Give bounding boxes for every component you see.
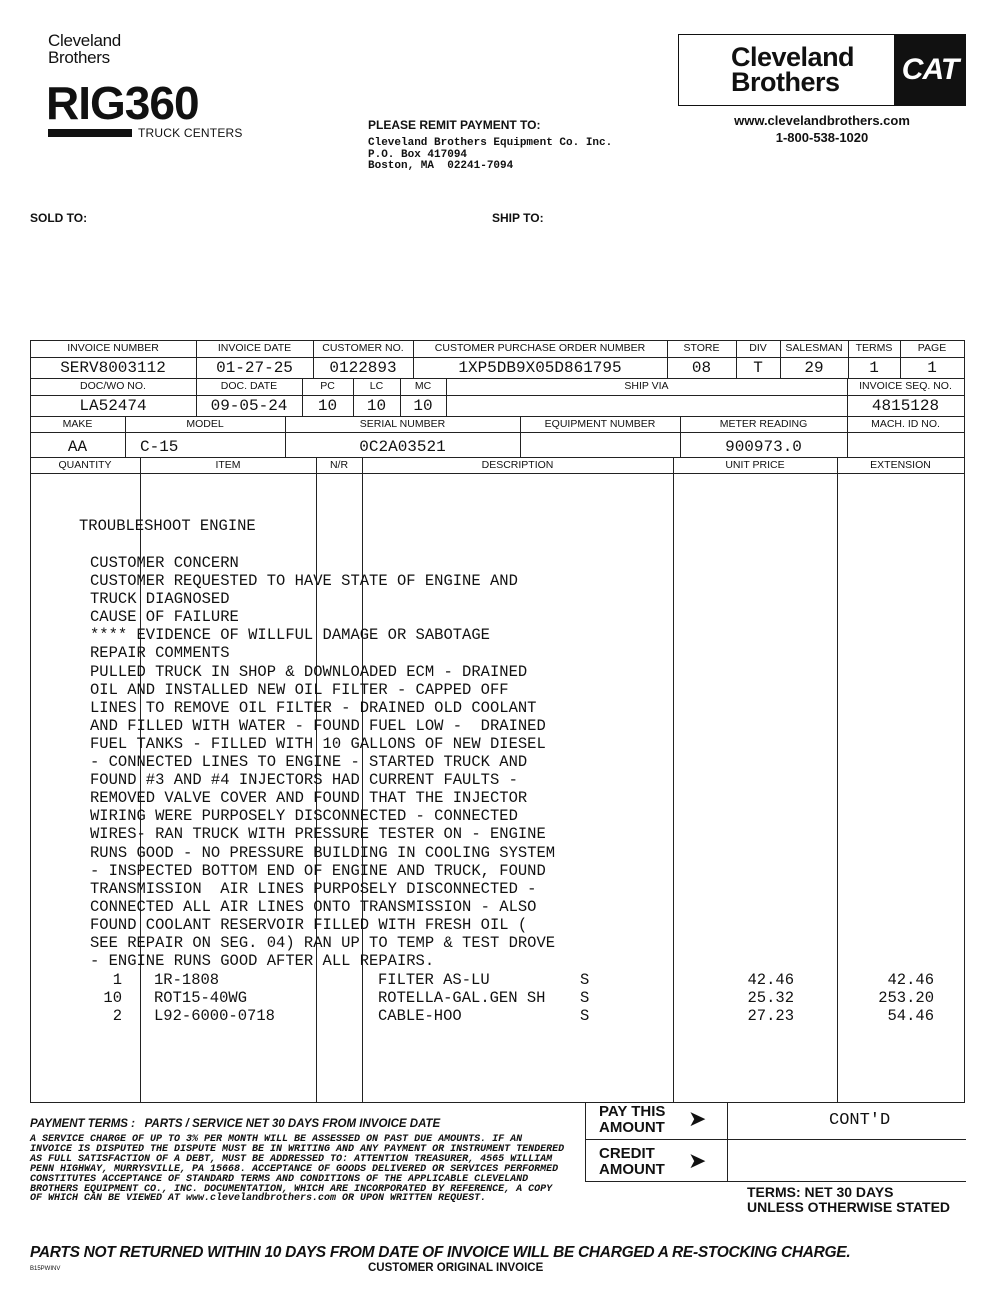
lc-label: LC <box>369 380 384 392</box>
store-label: STORE <box>683 342 720 354</box>
salesman: 29 <box>804 359 824 377</box>
repair-description <box>90 554 555 970</box>
job-title: TROUBLESHOOT ENGINE <box>79 517 256 535</box>
description-line: OIL AND INSTALLED NEW OIL FILTER - CAPPED OFF <box>90 680 509 699</box>
invoice-header-grid <box>30 340 965 474</box>
store: 08 <box>691 359 712 377</box>
invoice-date-label: INVOICE DATE <box>217 342 292 354</box>
div-label: DIV <box>749 342 767 354</box>
make-label: MAKE <box>62 418 93 430</box>
serial-number: 0C2A03521 <box>359 438 446 456</box>
description-line: AND FILLED WITH WATER - FOUND FUEL LOW - DRAINED <box>90 716 546 735</box>
description-line: CONNECTED ALL AIR LINES ONTO TRANSMISSION - ALSO <box>90 897 537 916</box>
serial-label: SERIAL NUMBER <box>359 418 446 430</box>
invoice-number-label: INVOICE NUMBER <box>67 342 159 354</box>
part-ext: 253.20 <box>878 989 934 1008</box>
description-line: TRUCK DIAGNOSED <box>90 590 230 609</box>
remit-line: Cleveland Brothers Equipment Co. Inc. <box>368 137 613 149</box>
part-desc: FILTER AS-LU <box>378 971 490 989</box>
label-line: PAY THIS <box>599 1103 666 1120</box>
customer-no-label: CUSTOMER NO. <box>322 342 404 354</box>
part-unit: 27.23 <box>747 1007 794 1026</box>
part-flag: S <box>580 1007 590 1026</box>
rig360-brand-name <box>48 32 121 66</box>
page-label: PAGE <box>917 342 947 354</box>
part-item: L92-6000-0718 <box>154 1007 275 1026</box>
lc: 10 <box>366 397 387 415</box>
part-flag: S <box>580 989 590 1008</box>
net-line: TERMS: NET 30 DAYS <box>747 1184 894 1200</box>
invoice-seq-label: INVOICE SEQ. NO. <box>859 380 952 392</box>
description-line: - ENGINE RUNS GOOD AFTER ALL REPAIRS. <box>90 952 435 971</box>
mach-id-label: MACH. ID NO. <box>871 418 940 430</box>
label-line: CREDIT <box>599 1145 655 1162</box>
description-line: FUEL TANKS - FILLED WITH 10 GALLONS OF NEW DIESEL <box>90 734 546 753</box>
credit-amount-label <box>599 1146 665 1178</box>
description-line: REMOVED VALVE COVER AND FOUND THAT THE INJECTOR <box>90 789 528 808</box>
description-line: FOUND #3 AND #4 INJECTORS HAD CURRENT FAULTS - <box>90 771 518 790</box>
unit-price-col: UNIT PRICE <box>725 459 785 471</box>
terms: 1 <box>869 359 879 377</box>
quantity-col: QUANTITY <box>58 459 112 471</box>
description-line: REPAIR COMMENTS <box>90 644 230 663</box>
description-line: RUNS GOOD - NO PRESSURE BUILDING IN COOLING SYSTEM <box>90 843 556 862</box>
pay-this-amount-label <box>599 1104 665 1136</box>
label-line: AMOUNT <box>599 1161 665 1178</box>
description-line: PULLED TRUCK IN SHOP & DOWNLOADED ECM - DRAINED <box>90 662 528 681</box>
brand-line: Cleveland <box>48 31 121 50</box>
cleveland-logo-text <box>731 42 855 97</box>
cat-logo: CAT <box>894 34 966 106</box>
invoice-number: SERV8003112 <box>60 359 166 377</box>
part-unit: 42.46 <box>747 971 794 989</box>
remit-line: Boston, MA 02241-7094 <box>368 160 514 172</box>
brand-line: Brothers <box>731 67 840 97</box>
arrow-right-icon: ➤ <box>688 1106 707 1131</box>
part-qty: 1 <box>112 971 122 989</box>
ship-via-label: SHIP VIA <box>624 380 669 392</box>
part-item: ROT15-40WG <box>154 989 248 1008</box>
customer-no: 0122893 <box>329 359 397 377</box>
remit-line: P.O. Box 417094 <box>368 148 468 161</box>
legal-terms: A SERVICE CHARGE OF UP TO 3% PER MONTH WILL BE ASSESSED ON PAST DUE AMOUNTS. IF AN INVOICE IS DISPUTED THE DISPUTE MUST BE IN WRITING AND ANY PAYMENT OR INSTRUMENT TENDERED AS FULL SATISFACTION OF A DEBT, MUST BE ADDRESSED TO: ATTENTION TREASURER, 4565 WILLIAM PENN HIGHWAY, MURRYSVILLE, PA 15668. ACCEPTANCE OF GOODS DELIVERED OR SERVICES PERFORMED CONSTITUTES ACCEPTANCE OF STANDARD TERMS AND CONDITIONS OF THE APPLICABLE CLEVELAND BROTHERS EQUIPMENT CO., INC. DOCUMENTATION, WHICH ARE INCORPORATED BY REFERENCE, A COPY OF WHICH CAN BE VIEWED AT www.clevelandbrothers.com OR UPON WRITTEN REQUEST. <box>30 1134 565 1205</box>
doc-date-label: DOC. DATE <box>220 380 278 392</box>
pc-label: PC <box>320 380 335 392</box>
description-line: FOUND COOLANT RESERVOIR FILLED WITH FRESH OIL ( <box>90 915 528 934</box>
model: C-15 <box>140 438 179 456</box>
extension-col: EXTENSION <box>870 459 931 471</box>
payment-terms: PAYMENT TERMS : PARTS / SERVICE NET 30 DAYS FROM INVOICE DATE <box>30 1118 441 1130</box>
description-line: WIRES- RAN TRUCK WITH PRESSURE TESTER ON - ENGINE <box>90 825 546 844</box>
description-line: **** EVIDENCE OF WILLFUL DAMAGE OR SABOTAGE <box>90 626 490 645</box>
model-label: MODEL <box>186 418 224 430</box>
docwo-number: LA52474 <box>79 397 147 415</box>
page-number: 1 <box>927 359 937 377</box>
part-ext: 42.46 <box>887 971 934 989</box>
nr-col: N/R <box>329 459 349 471</box>
po-label: CUSTOMER PURCHASE ORDER NUMBER <box>434 342 646 354</box>
part-qty: 2 <box>112 1007 122 1026</box>
sold-to-label: SOLD TO: <box>30 211 88 225</box>
net-line: UNLESS OTHERWISE STATED <box>747 1199 951 1215</box>
invoice-seq: 4815128 <box>871 397 940 415</box>
part-ext: 54.46 <box>887 1007 934 1026</box>
description-line: SEE REPAIR ON SEG. 04) RAN UP TO TEMP & TEST DROVE <box>90 933 556 952</box>
brand-line: Brothers <box>48 48 110 67</box>
net-terms <box>747 1185 950 1215</box>
part-qty: 10 <box>103 989 122 1008</box>
meter-reading: 900973.0 <box>725 438 802 456</box>
arrow-right-icon: ➤ <box>688 1148 707 1173</box>
description-line: CUSTOMER REQUESTED TO HAVE STATE OF ENGINE AND <box>90 572 518 591</box>
description-line: TRANSMISSION AIR LINES PURPOSELY DISCONNECTED - <box>90 879 537 898</box>
ship-to-label: SHIP TO: <box>492 211 544 225</box>
salesman-label: SALESMAN <box>785 342 843 354</box>
description-line: CAUSE OF FAILURE <box>90 608 239 627</box>
mc: 10 <box>413 397 433 415</box>
description-line: - CONNECTED LINES TO ENGINE - STARTED TRUCK AND <box>90 753 528 772</box>
invoice-date: 01-27-25 <box>216 359 293 377</box>
part-unit: 25.32 <box>747 989 794 1008</box>
description-line: CUSTOMER CONCERN <box>90 554 239 572</box>
part-flag: S <box>580 971 590 989</box>
description-line: WIRING WERE PURPOSELY DISCONNECTED - CONNECTED <box>90 807 518 826</box>
meter-label: METER READING <box>719 418 808 430</box>
label-line: AMOUNT <box>599 1119 665 1136</box>
div: T <box>753 359 763 377</box>
part-desc: CABLE-HOO <box>378 1007 462 1026</box>
item-col: ITEM <box>215 459 241 471</box>
make: AA <box>67 438 88 456</box>
description-col: DESCRIPTION <box>481 459 554 471</box>
equipment-label: EQUIPMENT NUMBER <box>544 418 656 430</box>
pay-amount-value: CONT'D <box>829 1111 891 1130</box>
part-desc: ROTELLA-GAL.GEN SH <box>378 989 546 1008</box>
logo-bar <box>48 129 132 137</box>
part-item: 1R-1808 <box>154 971 220 989</box>
contact-info <box>678 112 966 146</box>
po-number: 1XP5DB9X05D861795 <box>458 359 622 377</box>
brand-line: Cleveland <box>731 42 855 72</box>
remit-address <box>368 138 612 173</box>
website-link[interactable]: www.clevelandbrothers.com <box>734 113 910 128</box>
mc-label: MC <box>414 380 432 392</box>
truck-centers-label: TRUCK CENTERS <box>138 126 243 140</box>
terms-label: TERMS <box>855 342 893 354</box>
remit-heading: PLEASE REMIT PAYMENT TO: <box>368 118 541 132</box>
restocking-notice: PARTS NOT RETURNED WITHIN 10 DAYS FROM DATE OF INVOICE WILL BE CHARGED A RE-STOCKING CHARGE. <box>30 1244 851 1261</box>
form-code: B15PWINV <box>30 1266 61 1272</box>
doc-date: 09-05-24 <box>210 397 288 415</box>
description-line: LINES TO REMOVE OIL FILTER - DRAINED OLD COOLANT <box>90 698 537 717</box>
docwo-label: DOC/WO NO. <box>80 380 146 392</box>
rig360-logo: RIG360 <box>46 77 199 129</box>
description-line: - INSPECTED BOTTOM END OF ENGINE AND TRUCK, FOUND <box>90 861 546 880</box>
phone-number: 1-800-538-1020 <box>775 130 869 145</box>
pc: 10 <box>317 397 338 415</box>
customer-original-label: CUSTOMER ORIGINAL INVOICE <box>368 1262 544 1274</box>
